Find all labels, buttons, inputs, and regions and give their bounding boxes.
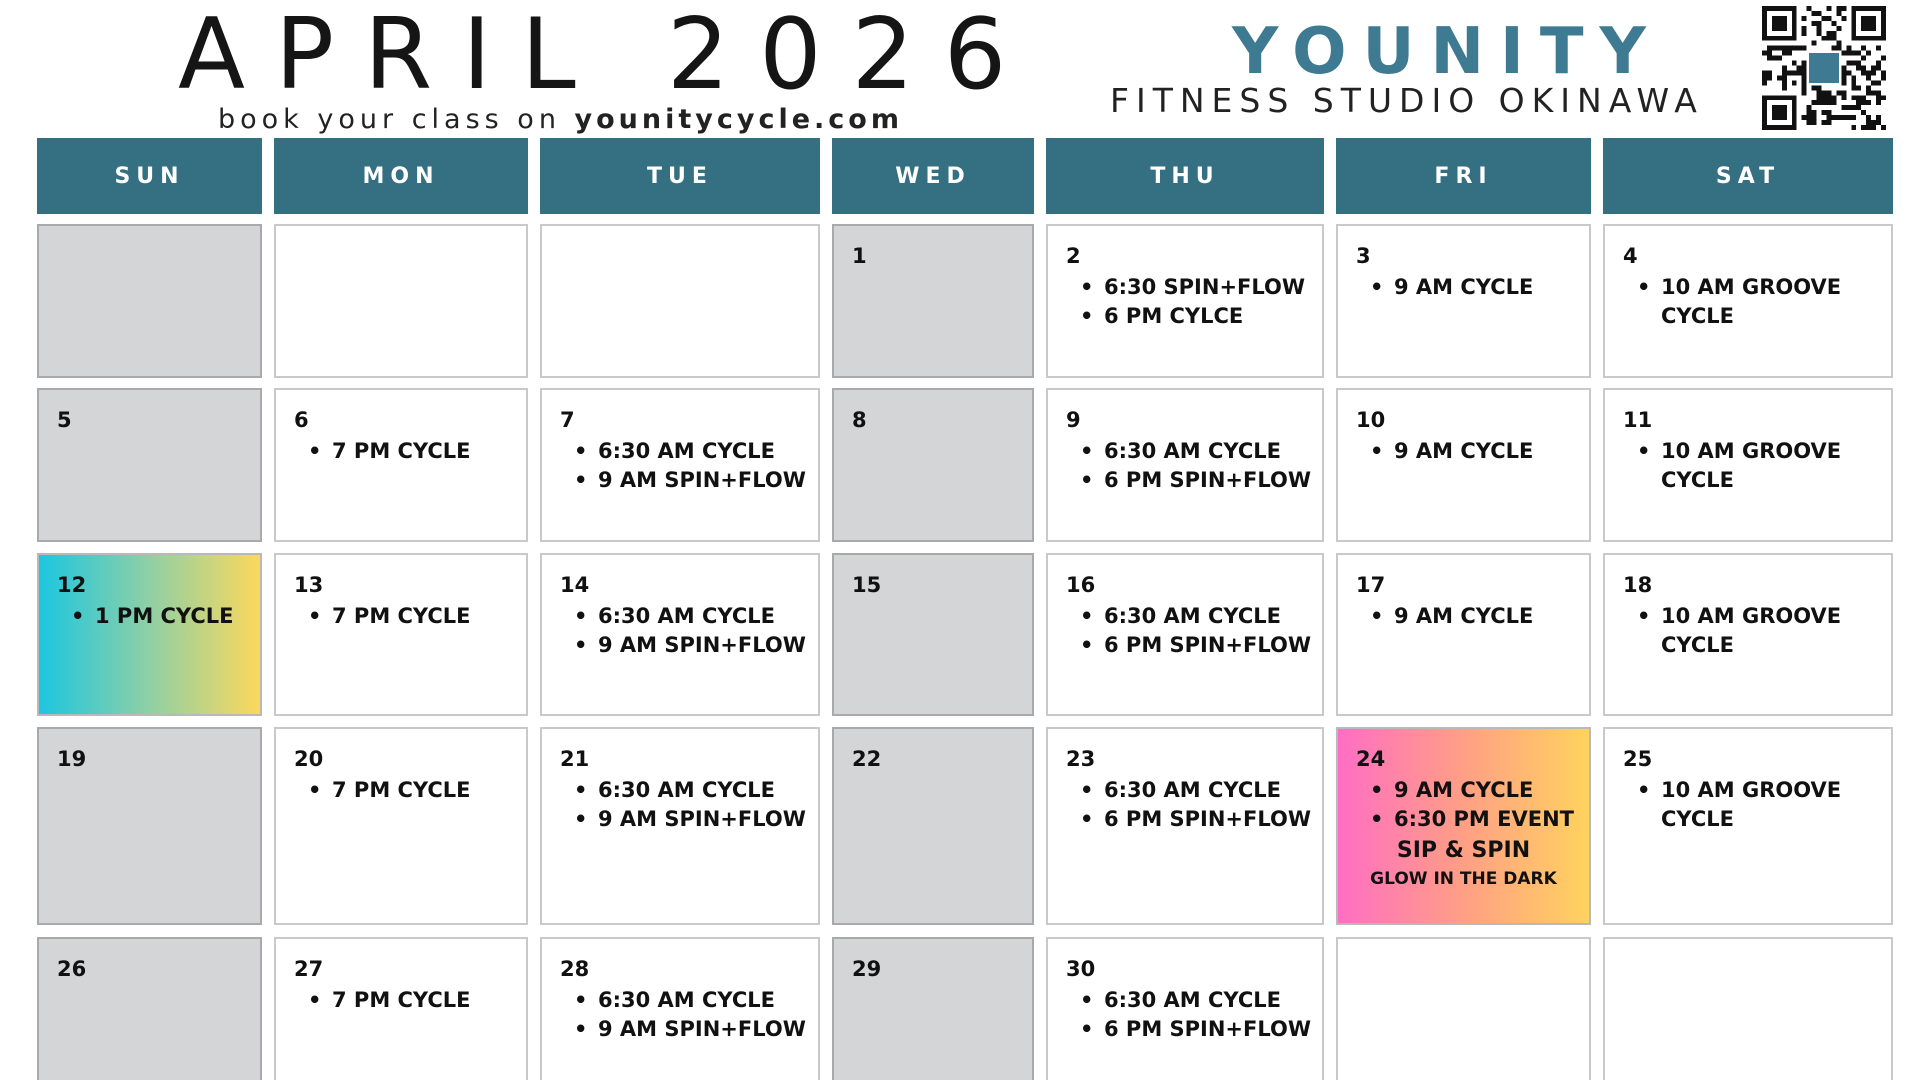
empty-day-cell [1603, 937, 1893, 1080]
class-list [57, 602, 260, 631]
day-number: 26 [57, 957, 87, 981]
weekday-header-sat: SAT [1603, 138, 1893, 214]
day-cell-3[interactable] [1336, 224, 1591, 378]
day-cell-11[interactable] [1603, 388, 1893, 542]
empty-day-cell [274, 224, 528, 378]
day-cell-24[interactable] [1336, 727, 1591, 925]
class-list [1066, 437, 1322, 495]
class-list [1356, 273, 1589, 302]
class-list [1356, 776, 1589, 834]
day-cell-19[interactable] [37, 727, 262, 925]
class-list [294, 986, 526, 1015]
day-number: 14 [560, 573, 590, 597]
day-cell-6[interactable] [274, 388, 528, 542]
day-number: 22 [852, 747, 882, 771]
class-item[interactable]: • 10 AM GROOVE CYCLE [1623, 273, 1891, 331]
class-item[interactable]: • 9 AM CYCLE [1356, 776, 1589, 805]
day-number: 13 [294, 573, 324, 597]
day-cell-28[interactable] [540, 937, 820, 1080]
day-cell-27[interactable] [274, 937, 528, 1080]
class-list [1066, 273, 1322, 331]
weekday-header-mon: MON [274, 138, 528, 214]
day-number: 5 [57, 408, 72, 432]
class-list [1066, 986, 1322, 1044]
weekday-header-tue: TUE [540, 138, 820, 214]
qr-code-icon[interactable] [1762, 6, 1886, 130]
weekday-header-wed: WED [832, 138, 1034, 214]
class-list [294, 437, 526, 466]
class-item[interactable]: • 9 AM SPIN+FLOW [560, 1015, 818, 1044]
day-cell-5[interactable] [37, 388, 262, 542]
class-list [1356, 602, 1589, 631]
empty-day-cell [1336, 937, 1591, 1080]
class-item[interactable]: • 6:30 AM CYCLE [1066, 437, 1322, 466]
class-item[interactable]: • 6:30 AM CYCLE [1066, 776, 1322, 805]
class-item[interactable]: • 6 PM CYLCE [1066, 302, 1322, 331]
class-list [294, 602, 526, 631]
day-number: 3 [1356, 244, 1371, 268]
day-cell-20[interactable] [274, 727, 528, 925]
day-number: 12 [57, 573, 87, 597]
class-item[interactable]: • 6:30 AM CYCLE [560, 437, 818, 466]
class-item[interactable]: • 9 AM SPIN+FLOW [560, 805, 818, 834]
day-cell-25[interactable] [1603, 727, 1893, 925]
day-cell-22[interactable] [832, 727, 1034, 925]
day-cell-12[interactable] [37, 553, 262, 716]
class-list [294, 776, 526, 805]
class-item[interactable]: • 7 PM CYCLE [294, 776, 526, 805]
class-list [1623, 273, 1891, 331]
brand-name: YOUNITY [1232, 15, 1662, 89]
class-list [560, 776, 818, 834]
class-item[interactable]: • 9 AM CYCLE [1356, 437, 1589, 466]
day-number: 21 [560, 747, 590, 771]
day-number: 16 [1066, 573, 1096, 597]
day-cell-9[interactable] [1046, 388, 1324, 542]
day-cell-10[interactable] [1336, 388, 1591, 542]
day-cell-2[interactable] [1046, 224, 1324, 378]
class-item[interactable]: • 9 AM SPIN+FLOW [560, 631, 818, 660]
weekday-header-thu: THU [1046, 138, 1324, 214]
day-cell-29[interactable] [832, 937, 1034, 1080]
special-event-title: SIP & SPIN [1396, 838, 1531, 863]
day-number: 30 [1066, 957, 1096, 981]
day-number: 17 [1356, 573, 1386, 597]
weekday-header-sun: SUN [37, 138, 262, 214]
class-item[interactable]: • 6 PM SPIN+FLOW [1066, 805, 1322, 834]
day-cell-13[interactable] [274, 553, 528, 716]
day-number: 29 [852, 957, 882, 981]
class-item[interactable]: • 6:30 AM CYCLE [1066, 602, 1322, 631]
day-number: 8 [852, 408, 867, 432]
day-number: 18 [1623, 573, 1653, 597]
day-number: 23 [1066, 747, 1096, 771]
class-item[interactable]: • 6:30 SPIN+FLOW [1066, 273, 1322, 302]
day-number: 10 [1356, 408, 1386, 432]
class-item[interactable]: • 9 AM SPIN+FLOW [560, 466, 818, 495]
class-item[interactable]: • 7 PM CYCLE [294, 437, 526, 466]
class-list [560, 986, 818, 1044]
weekday-header-fri: FRI [1336, 138, 1591, 214]
booking-line [218, 106, 903, 133]
class-list [560, 602, 818, 660]
class-list [1623, 602, 1891, 660]
class-list [1623, 437, 1891, 495]
empty-day-cell [540, 224, 820, 378]
class-item[interactable]: • 6:30 PM EVENT [1356, 805, 1589, 834]
class-item[interactable]: • 6:30 AM CYCLE [1066, 986, 1322, 1015]
day-cell-1[interactable] [832, 224, 1034, 378]
class-item[interactable]: • 6:30 AM CYCLE [560, 602, 818, 631]
class-item[interactable]: • 7 PM CYCLE [294, 986, 526, 1015]
class-item[interactable]: • 1 PM CYCLE [57, 602, 260, 631]
class-item[interactable]: • 10 AM GROOVE CYCLE [1623, 602, 1891, 660]
day-number: 6 [294, 408, 309, 432]
page-title: APRIL 2026 [178, 0, 1037, 112]
special-event-subtitle: GLOW IN THE DARK [1370, 869, 1557, 889]
day-cell-4[interactable] [1603, 224, 1893, 378]
day-cell-17[interactable] [1336, 553, 1591, 716]
day-number: 28 [560, 957, 590, 981]
day-cell-18[interactable] [1603, 553, 1893, 716]
class-item[interactable]: • 10 AM GROOVE CYCLE [1623, 776, 1891, 834]
day-cell-16[interactable] [1046, 553, 1324, 716]
day-number: 24 [1356, 747, 1386, 771]
weekday-header-row [0, 138, 1920, 214]
day-cell-14[interactable] [540, 553, 820, 716]
day-cell-23[interactable] [1046, 727, 1324, 925]
day-cell-26[interactable] [37, 937, 262, 1080]
booking-prefix: book your class on [218, 104, 575, 135]
day-number: 1 [852, 244, 867, 268]
day-cell-30[interactable] [1046, 937, 1324, 1080]
class-item[interactable]: • 6 PM SPIN+FLOW [1066, 631, 1322, 660]
day-number: 7 [560, 408, 575, 432]
class-list [1356, 437, 1589, 466]
booking-site-link[interactable]: younitycycle.com [574, 104, 903, 135]
empty-day-cell [37, 224, 262, 378]
day-number: 20 [294, 747, 324, 771]
day-cell-8[interactable] [832, 388, 1034, 542]
day-number: 4 [1623, 244, 1638, 268]
brand-tagline: FITNESS STUDIO OKINAWA [1110, 81, 1704, 120]
class-list [560, 437, 818, 495]
day-number: 27 [294, 957, 324, 981]
class-item[interactable]: • 10 AM GROOVE CYCLE [1623, 437, 1891, 495]
day-number: 19 [57, 747, 87, 771]
day-number: 11 [1623, 408, 1653, 432]
class-item[interactable]: • 6:30 AM CYCLE [560, 986, 818, 1015]
day-cell-7[interactable] [540, 388, 820, 542]
class-item[interactable]: • 6:30 AM CYCLE [560, 776, 818, 805]
day-number: 9 [1066, 408, 1081, 432]
day-cell-15[interactable] [832, 553, 1034, 716]
class-item[interactable]: • 9 AM CYCLE [1356, 602, 1589, 631]
class-list [1066, 602, 1322, 660]
day-number: 25 [1623, 747, 1653, 771]
day-cell-21[interactable] [540, 727, 820, 925]
class-item[interactable]: • 7 PM CYCLE [294, 602, 526, 631]
day-number: 2 [1066, 244, 1081, 268]
class-list [1066, 776, 1322, 834]
day-number: 15 [852, 573, 882, 597]
class-item[interactable]: • 6 PM SPIN+FLOW [1066, 466, 1322, 495]
class-item[interactable]: • 9 AM CYCLE [1356, 273, 1589, 302]
class-list [1623, 776, 1891, 834]
class-item[interactable]: • 6 PM SPIN+FLOW [1066, 1015, 1322, 1044]
